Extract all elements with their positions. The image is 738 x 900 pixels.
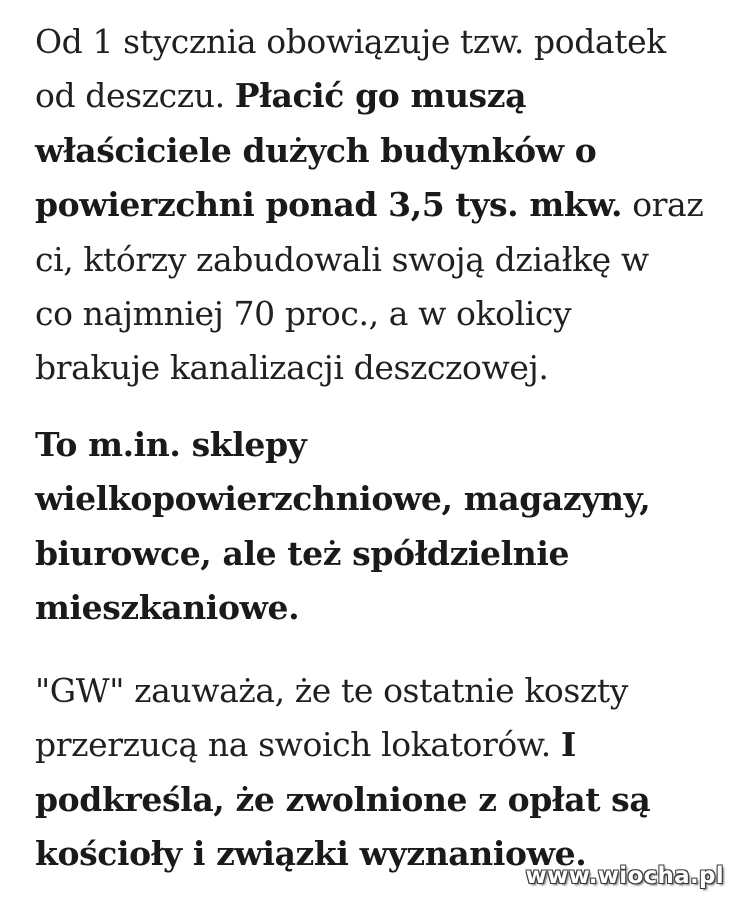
text-segment: od deszczu. [35,76,235,116]
bold-text-segment: właściciele dużych budynków o [35,130,597,170]
text-line [35,69,703,123]
article-paragraph-1 [35,15,703,396]
article-paragraph-2 [35,418,650,636]
bold-text-segment: Płacić go muszą [234,76,527,116]
text-segment: przerzucą na swoich lokatorów. [35,725,561,765]
text-segment: brakuje kanalizacji deszczowej. [35,348,549,388]
text-segment: Od 1 stycznia obowiązuje tzw. podatek [35,22,666,61]
text-line [35,773,650,827]
bold-text-segment: powierzchni ponad 3,5 tys. mkw. [35,185,623,225]
text-line [35,287,703,341]
bold-text-segment: To m.in. sklepy [35,425,307,464]
text-line [35,527,650,581]
text-line [35,472,650,526]
text-line [35,341,703,395]
text-line [35,718,650,772]
text-segment: oraz [622,185,704,225]
bold-text-segment: podkreśla, że zwolnione z opłat są [35,779,651,819]
text-line [35,15,703,69]
text-line [35,233,703,287]
site-watermark: www.wiocha.pl [525,863,724,889]
bold-text-segment: wielkopowierzchniowe, magazyny, [35,479,651,519]
text-line [35,418,650,472]
text-line [35,178,703,232]
bold-text-segment: I [560,725,576,765]
text-line [35,581,650,635]
text-segment: ci, którzy zabudowali swoją działkę w [35,239,649,279]
text-line [35,124,703,178]
text-line [35,664,650,718]
bold-text-segment: kościoły i związki wyznaniowe. [35,834,587,874]
bold-text-segment: biurowce, ale też spółdzielnie [35,533,570,573]
article-paragraph-3 [35,664,650,882]
text-segment: co najmniej 70 proc., a w okolicy [35,294,572,334]
bold-text-segment: mieszkaniowe. [35,588,300,628]
text-segment: "GW" zauważa, że te ostatnie koszty [35,671,629,710]
